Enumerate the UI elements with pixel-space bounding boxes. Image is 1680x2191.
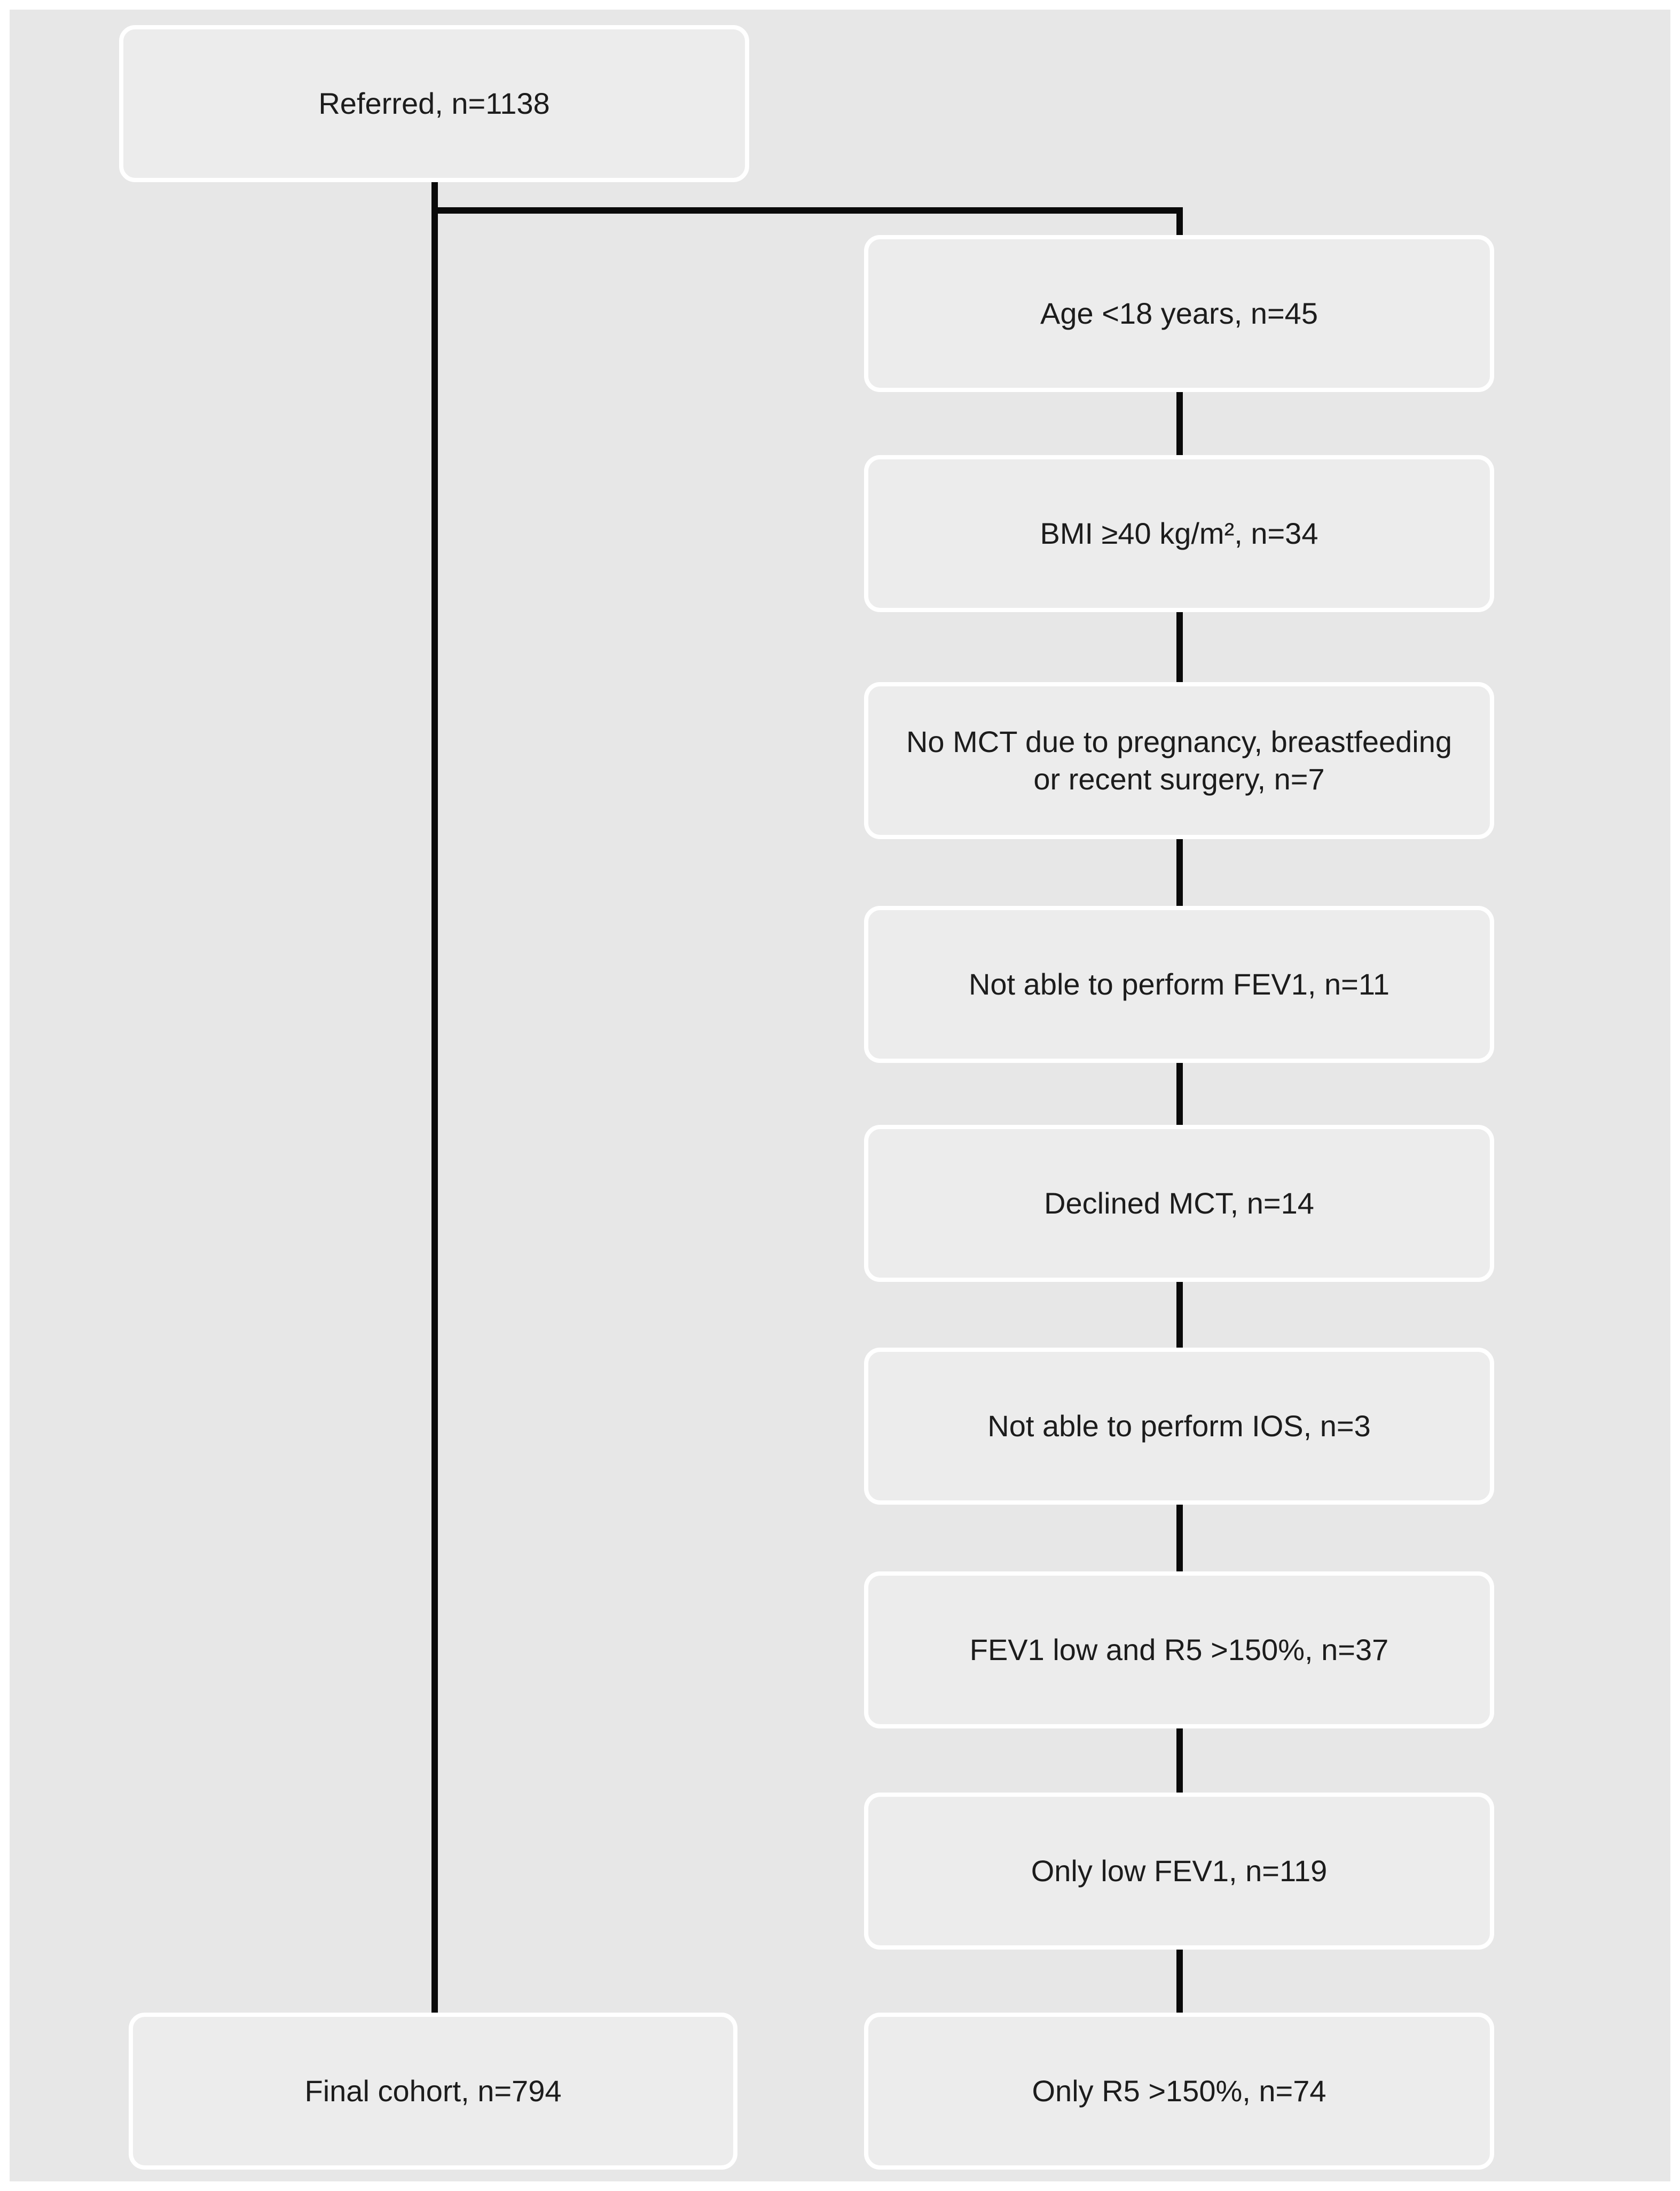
node-exclusion-no-ios-label: Not able to perform IOS, n=3 <box>987 1409 1371 1443</box>
node-exclusion-fev1-low-r5 <box>864 1571 1494 1728</box>
node-exclusion-declined-mct <box>864 1125 1494 1282</box>
node-exclusion-age-label: Age <18 years, n=45 <box>1040 296 1318 330</box>
node-exclusion-declined-mct-label: Declined MCT, n=14 <box>1044 1186 1314 1220</box>
node-referred <box>119 25 749 182</box>
node-exclusion-no-fev1-label: Not able to perform FEV1, n=11 <box>968 967 1390 1001</box>
node-exclusion-fev1-low-r5-label: FEV1 low and R5 >150%, n=37 <box>969 1633 1389 1666</box>
node-exclusion-no-ios <box>864 1348 1494 1505</box>
node-exclusion-only-low-fev1-label: Only low FEV1, n=119 <box>1031 1854 1328 1888</box>
node-exclusion-bmi <box>864 455 1494 612</box>
node-referred-label: Referred, n=1138 <box>318 87 550 120</box>
node-exclusion-age <box>864 235 1494 392</box>
connector-branch-horizontal <box>431 207 1183 214</box>
node-final-cohort-label: Final cohort, n=794 <box>304 2074 562 2108</box>
node-exclusion-no-fev1 <box>864 906 1494 1063</box>
node-exclusion-no-mct-label: No MCT due to pregnancy, breastfeeding or recent surgery, n=7 <box>906 725 1453 796</box>
connector-main-vertical <box>431 181 438 2013</box>
node-exclusion-bmi-label: BMI ≥40 kg/m², n=34 <box>1040 517 1318 550</box>
node-exclusion-only-r5 <box>864 2013 1494 2170</box>
node-exclusion-only-low-fev1 <box>864 1793 1494 1950</box>
node-exclusion-no-mct <box>864 682 1494 839</box>
node-exclusion-only-r5-label: Only R5 >150%, n=74 <box>1032 2074 1326 2108</box>
node-final-cohort <box>129 2013 737 2170</box>
